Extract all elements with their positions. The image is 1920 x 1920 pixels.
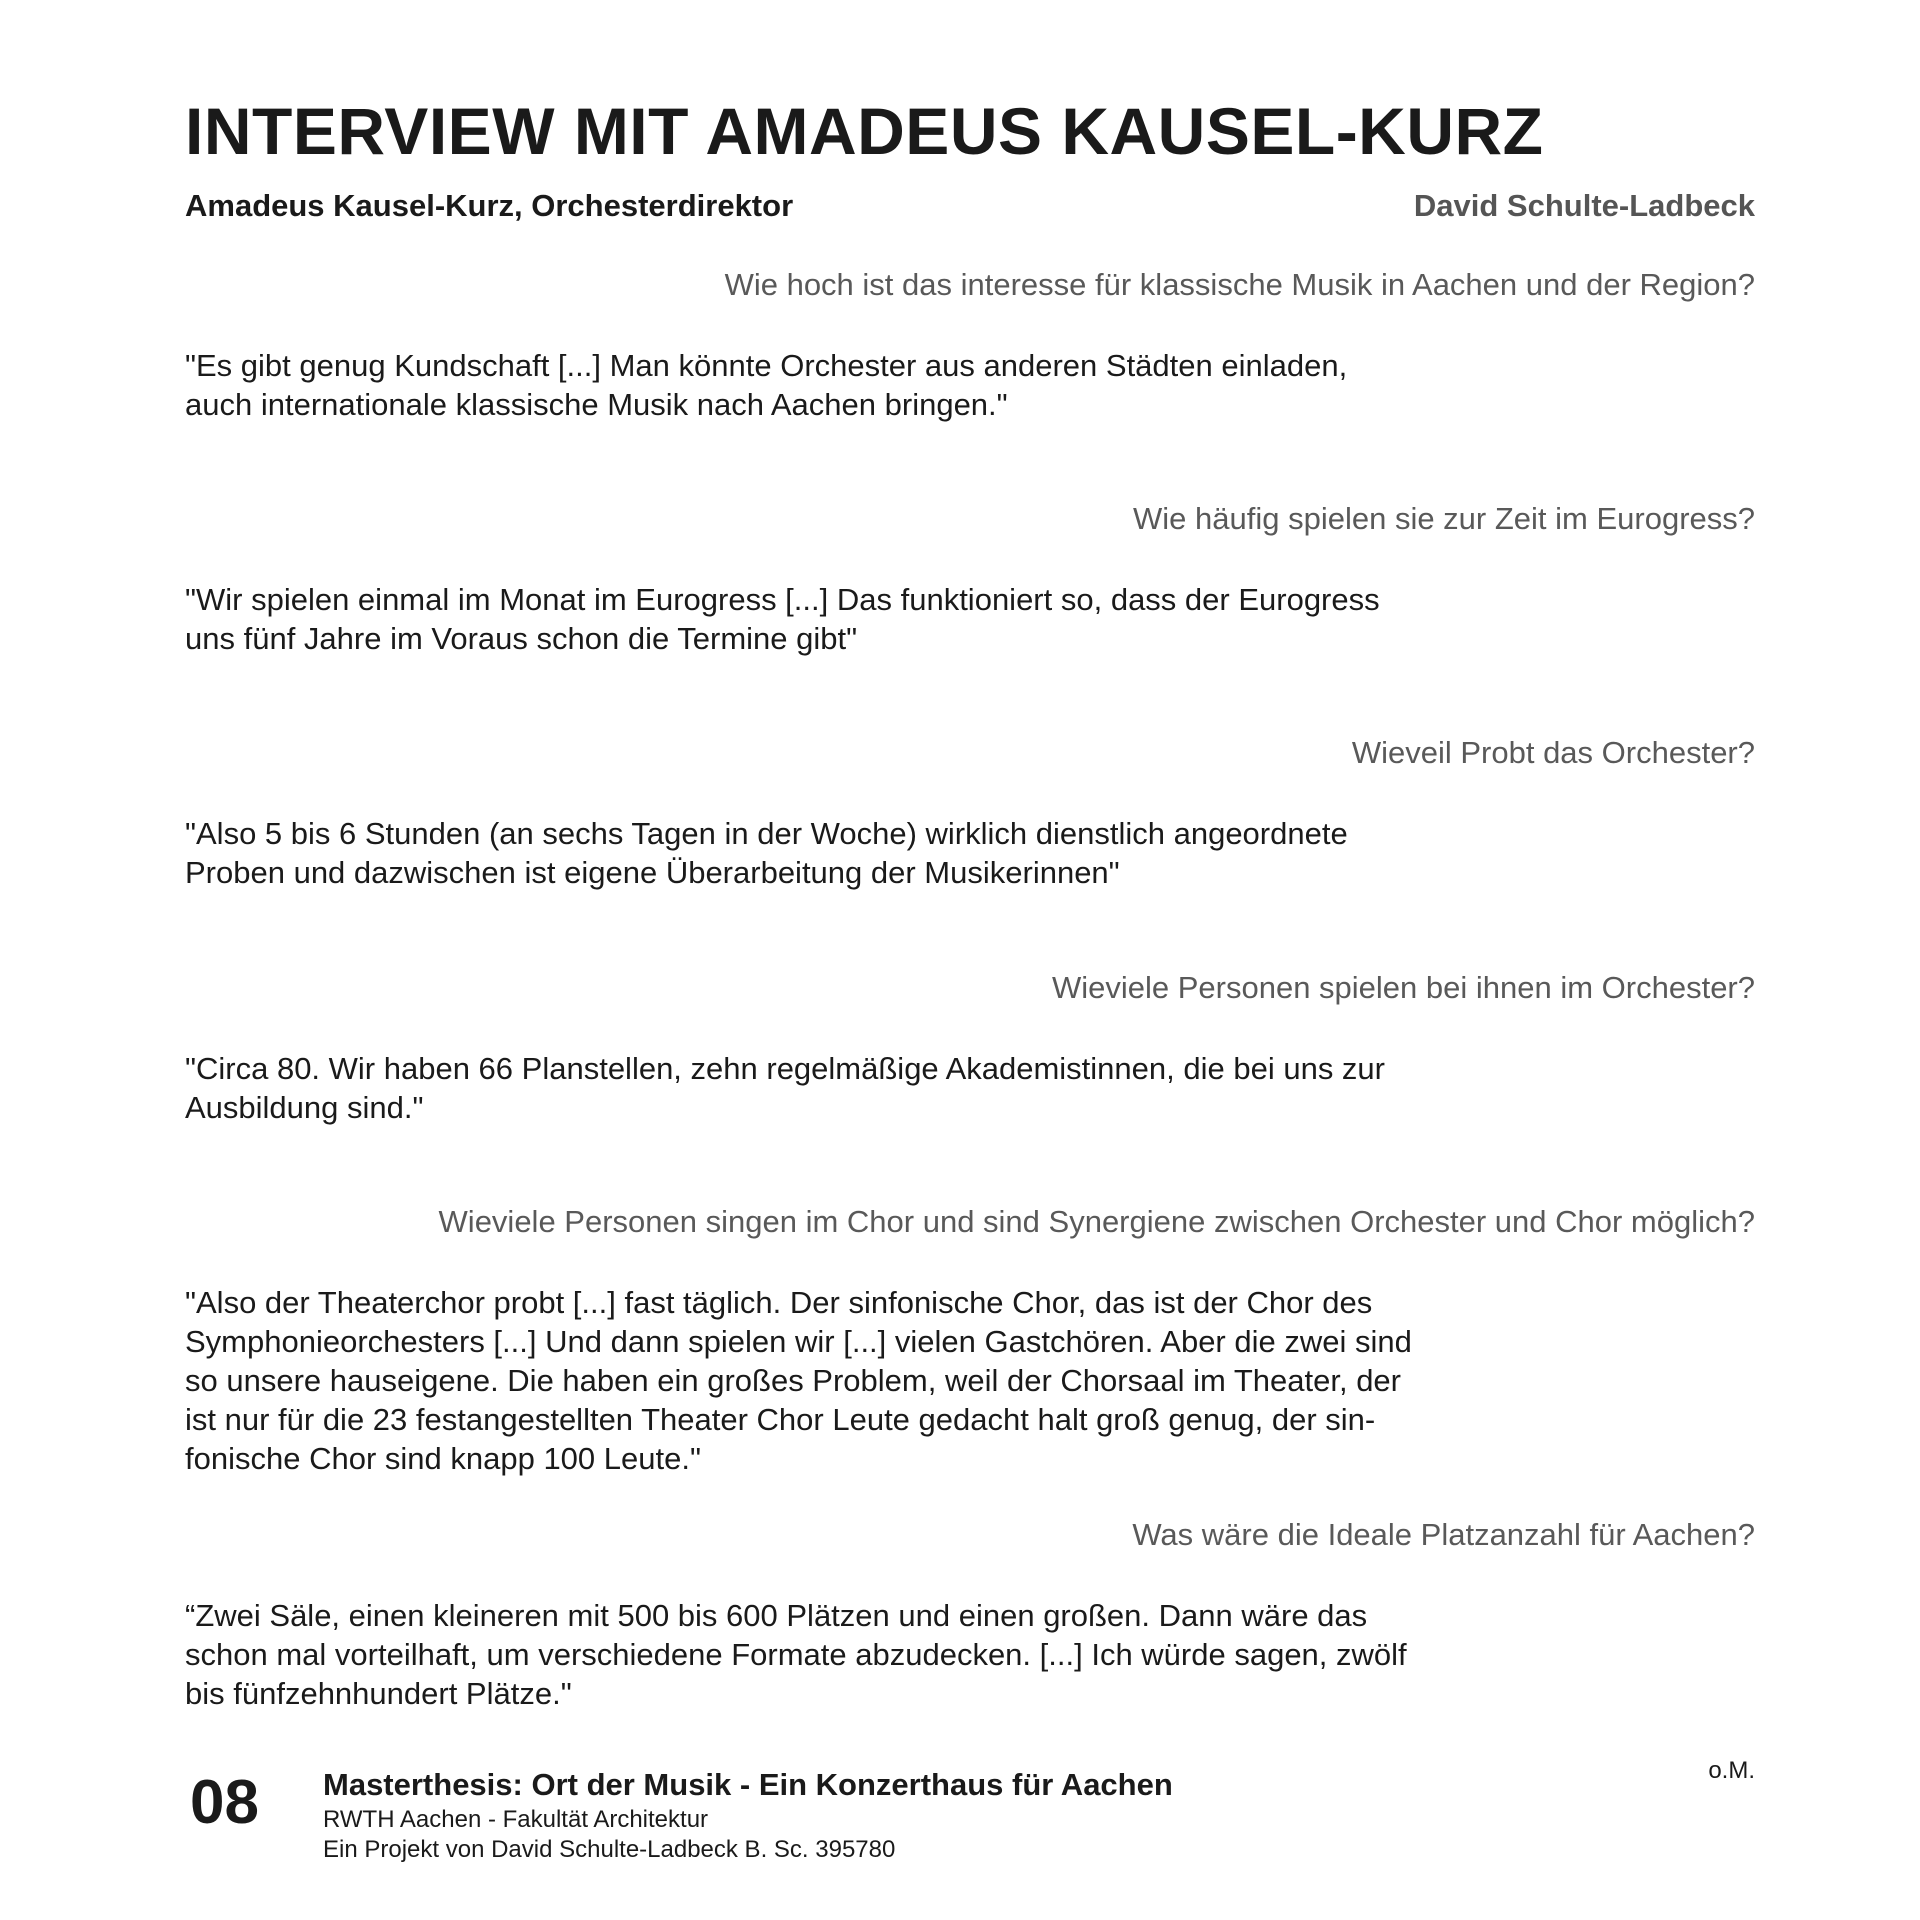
question-2: Wie häufig spielen sie zur Zeit im Eurogress? (1133, 501, 1755, 536)
question-1: Wie hoch ist das interesse für klassische Musik in Aachen und der Region? (724, 267, 1755, 302)
question-5: Wieviele Personen singen im Chor und sind Synergiene zwischen Orchester und Chor möglich? (438, 1204, 1755, 1239)
answer-2: "Wir spielen einmal im Monat im Eurogress [...] Das funktioniert so, dass der Eurogress uns fünf Jahre im Voraus schon die Termine gibt" (185, 582, 1380, 656)
page-title: INTERVIEW MIT AMADEUS KAUSEL-KURZ (185, 94, 1544, 168)
interviewer-name: David Schulte-Ladbeck (1413, 188, 1755, 223)
question-3: Wieveil Probt das Orchester? (1351, 735, 1755, 770)
thesis-title: Masterthesis: Ort der Musik - Ein Konzerthaus für Aachen (323, 1767, 1173, 1802)
institution-line: RWTH Aachen - Fakultät Architektur (323, 1806, 709, 1833)
footer-note: o.M. (1708, 1757, 1755, 1784)
answer-5: "Also der Theaterchor probt [...] fast täglich. Der sinfonische Chor, das ist der Chor des Symphonieorchesters [...] Und dann spielen wir [...] vielen Gastchören. Aber die zwei sind so unsere hauseigene. Die haben ein großes Problem, weil der Chorsaal im Theater, der ist nur für die 23 festangestellten Theater Chor Leute gedacht halt groß genug, der sin- fonische Chor sind knapp 100 Leute." (185, 1285, 1412, 1476)
interviewee-name: Amadeus Kausel-Kurz, Orchesterdirektor (185, 188, 794, 223)
answer-6: “Zwei Säle, einen kleineren mit 500 bis 600 Plätzen und einen großen. Dann wäre das schon mal vorteilhaft, um verschiedene Formate abzudecken. [...] Ich würde sagen, zwölf bis fünfzehnhundert Plätze." (185, 1598, 1407, 1711)
answer-3: "Also 5 bis 6 Stunden (an sechs Tagen in der Woche) wirklich dienstlich angeordnete Proben und dazwischen ist eigene Überarbeitung der Musikerinnen" (185, 816, 1348, 890)
answer-1: "Es gibt genug Kundschaft [...] Man könnte Orchester aus anderen Städten einladen, auch internationale klassische Musik nach Aachen bringen." (185, 348, 1348, 422)
page-number: 08 (190, 1768, 259, 1837)
author-line: Ein Projekt von David Schulte-Ladbeck B. Sc. 395780 (323, 1836, 896, 1863)
question-6: Was wäre die Ideale Platzanzahl für Aachen? (1132, 1517, 1755, 1552)
question-4: Wieviele Personen spielen bei ihnen im Orchester? (1051, 970, 1755, 1005)
answer-4: "Circa 80. Wir haben 66 Planstellen, zehn regelmäßige Akademistinnen, die bei uns zur Ausbildung sind." (185, 1051, 1385, 1125)
